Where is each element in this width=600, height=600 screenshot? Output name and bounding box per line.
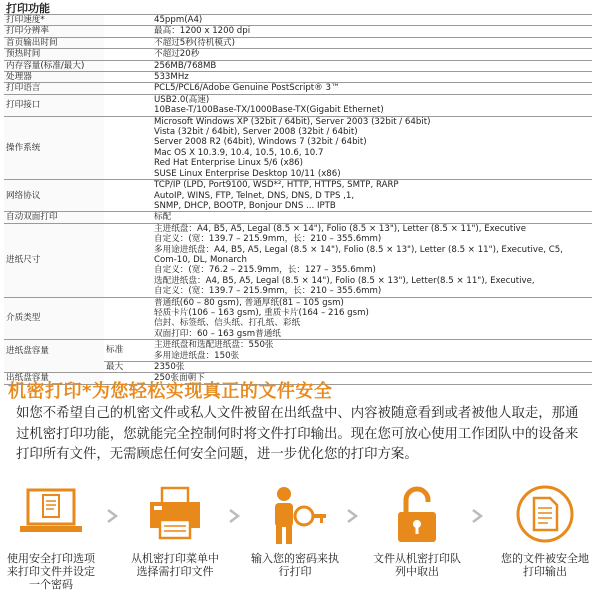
spec-sublabel <box>104 297 150 340</box>
workflow-step <box>500 484 590 578</box>
spec-value-line: AutoIP, WINS, FTP, Telnet, DNS, DNS, D TPS ,1, <box>154 190 355 201</box>
spec-value-line: Microsoft Windows XP (32bit / 64bit), Server 2003 (32bit / 64bit) <box>154 116 431 127</box>
spec-value <box>150 212 592 223</box>
spec-value-line: Red Hat Enterprise Linux 5/6 (x86) <box>154 158 304 169</box>
spec-value-line: Server 2008 R2 (64bit), Windows 7 (32bit / 64bit) <box>154 137 367 148</box>
workflow-step-caption: 使用安全打印选项来打印文件并设定一个密码 <box>7 552 95 591</box>
spec-value <box>150 180 592 212</box>
spec-value <box>150 72 592 83</box>
spec-value-line: 主进纸盘和选配进纸盘：550张 <box>154 340 274 351</box>
spec-value <box>150 362 592 373</box>
spec-label: 首页输出时间 <box>4 37 104 48</box>
spec-table <box>4 14 592 385</box>
spec-value-line: 信封、标签纸、信头纸、打孔纸、彩纸 <box>154 318 301 329</box>
spec-sublabel <box>104 26 150 37</box>
spec-sublabel <box>104 212 150 223</box>
secure-document-icon <box>510 484 580 548</box>
spec-value-line: 自定义：(宽：139.7 – 215.9mm，长：210 – 355.6mm) <box>154 286 382 297</box>
spec-value <box>150 223 592 297</box>
spec-value <box>150 26 592 37</box>
spec-row <box>4 180 592 212</box>
spec-value-line: 轻质卡片(106 – 163 gsm), 重质卡片(164 – 216 gsm) <box>154 307 369 318</box>
spec-row <box>4 116 592 179</box>
spec-value-line: 250张面朝下 <box>154 373 205 384</box>
spec-sublabel <box>104 223 150 297</box>
spec-value-line: SUSE Linux Enterprise Desktop 10/11 (x86) <box>154 168 341 179</box>
spec-row <box>4 83 592 94</box>
spec-row <box>4 26 592 37</box>
spec-row <box>4 223 592 297</box>
spec-value-line: 双面打印：60 – 163 gsm普通纸 <box>154 328 281 339</box>
spec-label: 进纸盘容量 <box>4 340 104 362</box>
spec-value <box>150 297 592 340</box>
spec-value-line: Com-10, DL, Monarch <box>154 254 247 265</box>
section-heading: 机密打印*为您轻松实现真正的文件安全 <box>8 381 333 402</box>
spec-sublabel <box>104 83 150 94</box>
spec-label: 打印分辨率 <box>4 26 104 37</box>
arrow-right-icon <box>222 508 248 524</box>
spec-label: 处理器 <box>4 72 104 83</box>
spec-row <box>4 94 592 116</box>
workflow-step <box>6 484 96 591</box>
workflow-step <box>250 484 340 578</box>
spec-label: 操作系统 <box>4 116 104 179</box>
spec-row <box>4 297 592 340</box>
spec-sublabel <box>104 15 150 26</box>
spec-value-line: SNMP, DHCP, BOOTP, Bonjour DNS ... IPTB <box>154 200 336 211</box>
spec-value-line: 2350张 <box>154 362 185 372</box>
spec-sublabel: 标准 <box>104 340 150 362</box>
spec-sublabel <box>104 60 150 71</box>
spec-value-line: USB2.0(高速) <box>154 94 210 105</box>
arrow-right-icon <box>465 508 491 524</box>
spec-value <box>150 83 592 94</box>
spec-label: 预热时间 <box>4 49 104 60</box>
spec-sublabel <box>104 94 150 116</box>
person-key-icon <box>260 484 330 548</box>
workflow-step-caption: 文件从机密打印队列中取出 <box>373 552 461 578</box>
spec-label: 网络协议 <box>4 180 104 212</box>
spec-label: 介质类型 <box>4 297 104 340</box>
spec-value-line: 选配进纸盘：A4, B5, A5, Legal (8.5 × 14"), Folio (8.5 × 13"), Letter(8.5 × 11"), Executive, <box>154 275 535 286</box>
spec-value-line: 533MHz <box>154 72 189 83</box>
spec-value-line: PCL5/PCL6/Adobe Genuine PostScript® 3™ <box>154 83 340 94</box>
spec-value <box>150 49 592 60</box>
laptop-document-icon <box>16 484 86 548</box>
spec-row <box>4 362 592 373</box>
workflow-step-caption: 从机密打印菜单中选择需打印文件 <box>131 552 219 578</box>
spec-value-line: 多用途进纸盘：A4, B5, A5, Legal (8.5 × 14"), Folio (8.5 × 13"), Letter (8.5 × 11"), Executive, C5, <box>154 244 563 255</box>
spec-value <box>150 37 592 48</box>
spec-value-line: TCP/IP (LPD, Port9100, WSD*², HTTP, HTTPS, SMTP, RARP <box>154 180 399 191</box>
doc-title: 打印功能 <box>6 2 50 15</box>
section-body: 如您不希望自己的机密文件或私人文件被留在出纸盘中、内容被随意看到或者被他人取走，那通过机密打印功能，您就能完全控制何时将文件打印输出。现在您可放心使用工作团队中的设备来打印所有文件，无需顾虑任何安全问题，进一步优化您的打印方案。 <box>16 406 579 462</box>
spec-value <box>150 60 592 71</box>
spec-value-line: 自定义：(宽：76.2 – 215.9mm，长：127 – 355.6mm) <box>154 265 376 276</box>
spec-label: 自动双面打印 <box>4 212 104 223</box>
spec-value-line: 10Base-T/100Base-TX/1000Base-TX(Gigabit Ethernet) <box>154 105 384 116</box>
spec-sublabel <box>104 49 150 60</box>
spec-value-line: 45ppm(A4) <box>154 15 203 25</box>
workflow-step <box>372 484 462 578</box>
spec-value <box>150 340 592 362</box>
spec-sublabel: 最大 <box>104 362 150 373</box>
spec-row <box>4 340 592 362</box>
spec-value-line: Vista (32bit / 64bit), Server 2008 (32bit / 64bit) <box>154 127 358 138</box>
spec-sublabel <box>104 72 150 83</box>
spec-label: 打印语言 <box>4 83 104 94</box>
workflow-step-caption: 您的文件被安全地打印输出 <box>501 552 589 578</box>
workflow-step-caption: 输入您的密码来执行打印 <box>251 552 339 578</box>
spec-value-line: 普通纸(60 – 80 gsm), 普通厚纸(81 – 105 gsm) <box>154 297 344 308</box>
printer-icon <box>140 484 210 548</box>
spec-label <box>4 362 104 373</box>
arrow-right-icon <box>340 508 366 524</box>
spec-value-line: 不超过20秒 <box>154 49 200 60</box>
arrow-right-icon <box>100 508 126 524</box>
spec-value-line: 256MB/768MB <box>154 60 217 71</box>
spec-value-line: 不超过5秒(待机模式) <box>154 37 235 48</box>
spec-label: 出纸盘容量 <box>4 373 104 384</box>
spec-value-line: 多用途进纸盘：150张 <box>154 350 240 361</box>
spec-label: 内存容量(标准/最大) <box>4 60 104 71</box>
spec-value-line: 最高：1200 x 1200 dpi <box>154 26 251 37</box>
spec-label: 进纸尺寸 <box>4 223 104 297</box>
spec-value-line: 主进纸盘：A4, B5, A5, Legal (8.5 × 14"), Folio (8.5 × 13"), Letter (8.5 × 11"), Executive <box>154 223 527 234</box>
spec-value-line: 自定义：(宽：139.7 – 215.9mm，长：210 – 355.6mm) <box>154 234 382 245</box>
spec-value <box>150 15 592 26</box>
spec-row <box>4 15 592 26</box>
spec-value-line: Mac OS X 10.3.9, 10.4, 10.5, 10.6, 10.7 <box>154 147 324 158</box>
spec-row <box>4 212 592 223</box>
spec-row <box>4 37 592 48</box>
spec-value <box>150 116 592 179</box>
spec-sublabel <box>104 180 150 212</box>
spec-value-line: 标配 <box>154 212 172 223</box>
workflow <box>0 484 600 600</box>
spec-sublabel <box>104 116 150 179</box>
spec-value <box>150 94 592 116</box>
spec-sublabel <box>104 37 150 48</box>
spec-row <box>4 72 592 83</box>
spec-row <box>4 60 592 71</box>
spec-label: 打印接口 <box>4 94 104 116</box>
spec-label: 打印速度* <box>4 15 104 26</box>
padlock-open-icon <box>382 484 452 548</box>
workflow-step <box>130 484 220 578</box>
spec-row <box>4 49 592 60</box>
